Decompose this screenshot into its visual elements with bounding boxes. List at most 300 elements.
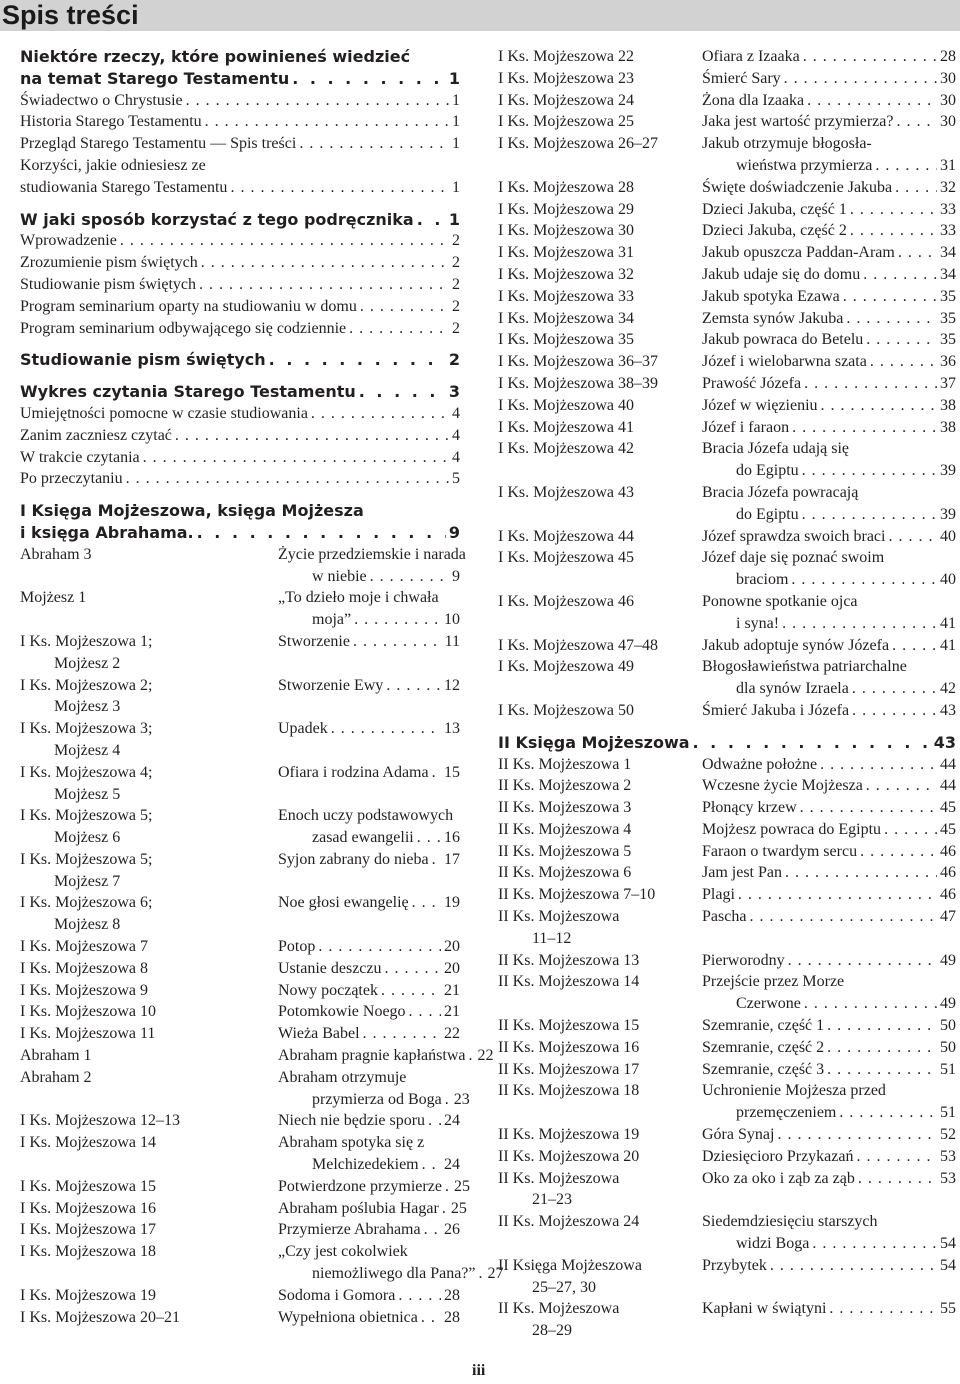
entry-line-last [20, 522, 460, 544]
toc-book-ref [20, 1219, 156, 1241]
title-line-last [702, 613, 956, 635]
toc-entry [498, 884, 956, 906]
toc-entry [20, 1132, 460, 1176]
toc-title [702, 199, 956, 221]
toc-entry [20, 318, 460, 340]
toc-entry [498, 264, 956, 286]
title-text: Góra Synaj [702, 1126, 775, 1144]
title-text: przemęczeniem [736, 1104, 837, 1122]
page-ref: 23 [453, 1090, 470, 1108]
toc-entry [20, 230, 460, 252]
book-ref-line: I Ks. Mojżeszowa 17 [20, 1221, 156, 1239]
leader-dots [417, 827, 441, 849]
title-text: Potomkowie Noego [278, 1003, 406, 1021]
toc-entry [498, 1124, 956, 1146]
page-ref: 38 [940, 418, 956, 436]
toc-heading [20, 46, 460, 90]
page-ref: 28 [444, 1286, 460, 1304]
page-ref: 3 [448, 382, 460, 402]
toc-entry [498, 841, 956, 863]
entry-text: Przegląd Starego Testamentu — Spis treści [20, 135, 297, 153]
title-text: Śmierć Jakuba i Józefa [702, 701, 850, 719]
book-ref-line: I Ks. Mojżeszowa 14 [20, 1134, 156, 1152]
toc-book-ref [498, 308, 634, 330]
book-ref-line: II Ks. Mojżeszowa 3 [498, 799, 632, 817]
title-line: Życie przedziemskie i narada [278, 545, 466, 563]
title-text: wieństwa przymierza [736, 156, 873, 174]
title-line-last [702, 177, 956, 199]
title-text: Ustanie deszczu [278, 959, 382, 977]
book-ref-line: I Ks. Mojżeszowa 40 [498, 396, 634, 414]
toc-book-ref [20, 587, 86, 609]
entry-text: Świadectwo o Chrystusie [20, 91, 183, 109]
toc-book-ref [20, 805, 152, 849]
toc-entry [498, 351, 956, 373]
title-line-last [278, 1176, 470, 1198]
toc-title [278, 631, 460, 653]
toc-entry [20, 1067, 470, 1111]
leader-dots [360, 296, 449, 318]
title-line-last [702, 993, 956, 1015]
page-ref: 41 [940, 636, 956, 654]
toc-title [278, 958, 460, 980]
page-ref: 5 [452, 470, 460, 488]
leader-dots [888, 526, 937, 548]
toc-book-ref [20, 762, 152, 806]
book-ref-line: I Ks. Mojżeszowa 8 [20, 959, 148, 977]
entry-line-last [20, 111, 460, 133]
toc-title [278, 1023, 460, 1045]
title-line-last [278, 1110, 460, 1132]
book-ref-line: II Ks. Mojżeszowa 5 [498, 842, 632, 860]
title-line-last [702, 111, 956, 133]
toc-title [702, 971, 956, 1015]
toc-title [278, 1198, 467, 1220]
toc-title [702, 133, 956, 177]
title-text: przymierza od Boga [312, 1090, 442, 1108]
leader-dots [820, 754, 937, 776]
leader-dots [860, 841, 937, 863]
toc-title [702, 68, 956, 90]
leader-dots [829, 1298, 937, 1320]
title-line-last [702, 884, 956, 906]
title-line-last [278, 1023, 460, 1045]
title-line: „To dzieło moje i chwała [278, 589, 439, 607]
toc-book-ref [20, 675, 152, 719]
leader-dots [788, 950, 937, 972]
toc-title [702, 1080, 956, 1124]
title-text: do Egiptu [736, 505, 799, 523]
title-line-last [702, 199, 956, 221]
leader-dots [318, 936, 441, 958]
toc-book-ref [498, 841, 631, 863]
toc-book-ref [20, 1045, 92, 1067]
page-ref: 50 [940, 1038, 956, 1056]
page-ref: 28 [940, 48, 956, 65]
toc-entry [498, 46, 956, 68]
toc-book-ref [498, 775, 631, 797]
toc-book-ref [498, 438, 634, 460]
title-text: i syna! [736, 614, 780, 632]
book-ref-line: I Ks. Mojżeszowa 50 [498, 701, 634, 719]
toc-title [702, 1146, 956, 1168]
toc-book-ref [498, 68, 634, 90]
title-text: Jam jest Pan [702, 864, 782, 882]
page-ref: 30 [940, 113, 956, 131]
title-line: Uchronienie Mojżesza przed [702, 1082, 886, 1100]
leader-dots [749, 906, 937, 928]
title-line-last [278, 936, 460, 958]
title-line-last [278, 631, 460, 653]
toc-entry [498, 482, 956, 526]
toc-entry [498, 1211, 956, 1255]
title-text: Potop [278, 938, 316, 956]
book-ref-line: I Ks. Mojżeszowa 4; [20, 763, 153, 781]
toc-title [278, 1045, 494, 1067]
page-ref: 44 [940, 777, 956, 795]
page-ref: 53 [940, 1169, 956, 1187]
page-ref: 53 [940, 1147, 956, 1165]
toc-book-ref [498, 526, 634, 548]
entry-line-last [20, 177, 460, 199]
toc-book-ref [498, 656, 634, 678]
toc-title [278, 1219, 460, 1241]
page-ref: 40 [940, 527, 956, 545]
entry-text: Studiowanie pism świętych [20, 350, 266, 370]
toc-title [702, 950, 956, 972]
leader-dots [299, 133, 449, 155]
title-line-last [702, 220, 956, 242]
toc-entry [498, 395, 956, 417]
page-ref: 54 [940, 1235, 956, 1253]
entry-text: Po przeczytaniu [20, 470, 123, 488]
title-text: Józef sprawdza swoich braci [702, 527, 886, 545]
leader-dots [331, 718, 441, 740]
book-ref-line: Abraham 1 [20, 1047, 92, 1065]
toc-entry [20, 1176, 470, 1198]
leader-dots [363, 1023, 441, 1045]
page-ref: 4 [452, 426, 460, 444]
book-ref-line: I Ks. Mojżeszowa 38–39 [498, 374, 658, 392]
toc-title [702, 417, 956, 439]
book-ref-line: II Ks. Mojżeszowa 24 [498, 1213, 640, 1231]
toc-entry [498, 438, 956, 482]
leader-dots [784, 68, 937, 90]
toc-title [702, 395, 956, 417]
toc-book-ref [498, 1059, 639, 1081]
toc-book-ref [498, 351, 658, 373]
title-line-last [702, 46, 956, 68]
toc-title [702, 656, 956, 700]
toc-title [702, 90, 956, 112]
book-ref-line: I Ks. Mojżeszowa 47–48 [498, 636, 658, 654]
page-ref: 22 [444, 1025, 460, 1043]
title-line-last [702, 1037, 956, 1059]
title-line-last [702, 1015, 956, 1037]
title-line-last [702, 1298, 956, 1320]
leader-dots [354, 609, 441, 631]
page-ref: 45 [940, 820, 956, 838]
book-ref-line: I Ks. Mojżeszowa 11 [20, 1025, 156, 1043]
toc-title [702, 1124, 956, 1146]
entry-text: Wykres czytania Starego Testamentu [20, 382, 356, 402]
leader-dots [800, 797, 937, 819]
book-ref-line: 25–27, 30 [532, 1278, 596, 1296]
leader-dots [381, 980, 441, 1002]
toc-book-ref [498, 547, 634, 569]
toc-book-ref [498, 635, 658, 657]
title-line-last [702, 862, 956, 884]
leader-dots [802, 460, 937, 482]
page-ref: 1 [452, 135, 460, 153]
entry-line-last [20, 447, 460, 469]
book-ref-line: II Ks. Mojżeszowa 6 [498, 864, 632, 882]
title-text: Jakub powraca do Betelu [702, 331, 864, 349]
entry-line-last [20, 296, 460, 318]
page-ref: 41 [940, 614, 956, 632]
toc-title [702, 1015, 956, 1037]
toc-book-ref [20, 1285, 156, 1307]
page-ref: 25 [450, 1199, 467, 1217]
toc-book-ref [498, 950, 639, 972]
toc-entry [20, 155, 460, 199]
leader-dots [269, 349, 446, 371]
toc-book-ref [20, 1241, 156, 1263]
entry-line-last [20, 403, 460, 425]
title-line: Bracia Józefa udają się [702, 440, 850, 458]
title-line-last [278, 1089, 470, 1111]
book-ref-line: Mojżesz 8 [54, 916, 121, 934]
book-ref-line: Mojżesz 7 [54, 872, 121, 890]
book-ref-line: Mojżesz 1 [20, 589, 87, 607]
title-line-last [278, 1001, 460, 1023]
leader-dots [782, 613, 937, 635]
title-line-last [278, 1307, 460, 1329]
toc-title [702, 700, 956, 722]
leader-dots [349, 318, 449, 340]
page-ref: 43 [940, 701, 956, 719]
toc-title [702, 308, 956, 330]
title-text: Pierworodny [702, 951, 785, 969]
toc-book-ref [498, 1168, 619, 1212]
page-ref: 11 [444, 632, 460, 650]
toc-book-ref [20, 1176, 156, 1198]
toc-heading [20, 381, 460, 403]
leader-dots [432, 849, 441, 871]
title-text: Ofiara i rodzina Adama [278, 763, 429, 781]
leader-dots [839, 1102, 937, 1124]
page-ref: 34 [940, 244, 956, 262]
book-ref-line: I Ks. Mojżeszowa 49 [498, 658, 634, 676]
toc-title [702, 46, 956, 68]
toc-book-ref [498, 1080, 639, 1102]
title-text: Melchizedekiem [312, 1156, 419, 1174]
title-text: Jaka jest wartość przymierza? [702, 113, 894, 131]
book-ref-line: I Ks. Mojżeszowa 9 [20, 981, 148, 999]
page-ref: 27 [487, 1265, 504, 1283]
leader-dots [895, 177, 937, 199]
leader-dots [479, 1263, 485, 1285]
book-ref-line: II Ks. Mojżeszowa 15 [498, 1017, 640, 1035]
toc-title [702, 1298, 956, 1320]
toc-book-ref [498, 1255, 642, 1299]
title-text: Zemsta synów Jakuba [702, 309, 844, 327]
page-ref: 2 [452, 254, 460, 272]
title-line: Józef daje się poznać swoim [702, 549, 885, 567]
book-ref-line: I Ks. Mojżeszowa 28 [498, 178, 634, 196]
toc-title [702, 177, 956, 199]
toc-title [702, 526, 956, 548]
toc-title [702, 351, 956, 373]
title-text: Śmierć Sary [702, 69, 781, 87]
toc-book-ref [20, 1001, 156, 1023]
title-text: Józef i wielobarwna szata [702, 353, 867, 371]
title-line-last [278, 1263, 504, 1285]
page-ref: 36 [940, 353, 956, 371]
title-text: Jakub opuszcza Paddan-Aram [702, 244, 895, 262]
toc-entry [498, 797, 956, 819]
title-text: w niebie [312, 567, 367, 585]
toc-book-ref [498, 329, 634, 351]
title-line-last [702, 906, 956, 928]
title-line-last [702, 90, 956, 112]
toc-entry [498, 754, 956, 776]
leader-dots [870, 351, 937, 373]
toc-book-ref [20, 1067, 92, 1089]
book-ref-line: I Ks. Mojżeszowa 42 [498, 440, 634, 458]
page-ref: 21 [444, 1003, 460, 1021]
book-ref-line: I Ks. Mojżeszowa 24 [498, 91, 634, 109]
leader-dots [850, 220, 937, 242]
title-line-last [278, 762, 460, 784]
toc-entry [20, 90, 460, 112]
book-ref-line: Abraham 2 [20, 1068, 92, 1086]
toc-entry [20, 1001, 460, 1023]
toc-book-ref [20, 958, 148, 980]
page-ref: 28 [444, 1308, 460, 1326]
title-text: Dzieci Jakuba, część 1 [702, 200, 847, 218]
book-ref-line: II Ks. Mojżeszowa 7–10 [498, 886, 656, 904]
page-ref: 47 [940, 908, 956, 926]
entry-line-last [20, 381, 460, 403]
toc-entry [498, 68, 956, 90]
toc-entry [20, 1023, 460, 1045]
toc-entry [498, 1298, 956, 1342]
toc-entry [498, 111, 956, 133]
book-ref-line: 11–12 [532, 929, 572, 947]
toc-entry [498, 971, 956, 1015]
toc-title [278, 1110, 460, 1132]
toc-title [278, 762, 460, 784]
title-text: dla synów Izraela [736, 680, 849, 698]
title-text: zasad ewangelii [312, 829, 414, 847]
entry-line-last [20, 468, 460, 490]
toc-entry [20, 849, 460, 893]
toc-book-ref [498, 373, 658, 395]
title-line-last [702, 635, 956, 657]
toc-entry [498, 775, 956, 797]
toc-title [278, 892, 460, 914]
toc-title [278, 1285, 460, 1307]
title-line-last [702, 460, 956, 482]
book-ref-line: II Ks. Mojżeszowa [498, 1300, 620, 1318]
toc-entry [20, 958, 460, 980]
leader-dots [850, 199, 937, 221]
toc-entry [20, 1241, 504, 1285]
book-ref-line: I Ks. Mojżeszowa 23 [498, 69, 634, 87]
toc-right-column [498, 46, 956, 1342]
title-line-last [702, 155, 956, 177]
title-text: Józef i faraon [702, 418, 790, 436]
entry-line-last [20, 209, 460, 231]
book-ref-line: I Ks. Mojżeszowa 15 [20, 1177, 156, 1195]
page-number: iii [472, 1362, 486, 1379]
title-text: Pascha [702, 908, 747, 926]
title-text: Wczesne życie Mojżesza [702, 777, 863, 795]
leader-dots [785, 862, 937, 884]
entry-text: W trakcie czytania [20, 448, 140, 466]
toc-title [278, 1241, 504, 1285]
toc-title [278, 1067, 470, 1111]
toc-book-ref [498, 1211, 639, 1233]
title-line-last [278, 1285, 460, 1307]
toc-entry [498, 329, 956, 351]
page-ref: 50 [940, 1017, 956, 1035]
leader-dots [827, 1015, 937, 1037]
title-line-last [702, 678, 956, 700]
toc-entry [498, 373, 956, 395]
leader-dots [898, 242, 937, 264]
title-text: Dziesięcioro Przykazań [702, 1147, 854, 1165]
page-ref: 12 [444, 676, 460, 694]
title-text: Czerwone [736, 995, 801, 1013]
toc-book-ref [498, 884, 655, 906]
book-ref-line: 21–23 [532, 1191, 572, 1209]
book-ref-line: II Ks. Mojżeszowa 20 [498, 1147, 640, 1165]
entry-line: I Księga Mojżeszowa, księga Mojżesza [20, 501, 364, 521]
page-ref: 40 [940, 571, 956, 589]
toc-entry [498, 547, 956, 591]
toc-title [702, 884, 956, 906]
toc-entry [20, 936, 460, 958]
book-ref-line: II Ks. Mojżeszowa 18 [498, 1082, 640, 1100]
leader-dots [398, 1285, 441, 1307]
toc-entry [20, 1045, 494, 1067]
leader-dots [199, 274, 449, 296]
toc-book-ref [498, 754, 631, 776]
page-ref: 15 [444, 763, 460, 781]
toc-entry [498, 1037, 956, 1059]
title-line: Jakub otrzymuje błogosła- [702, 135, 872, 153]
toc-book-ref [20, 1307, 180, 1329]
page-ref: 2 [448, 350, 460, 370]
toc-title [702, 264, 956, 286]
toc-entry [498, 286, 956, 308]
book-ref-line: I Ks. Mojżeszowa 6; [20, 894, 153, 912]
book-ref-line: I Ks. Mojżeszowa 29 [498, 200, 634, 218]
toc-entry [20, 980, 460, 1002]
entry-line-last [20, 133, 460, 155]
title-line-last [702, 1102, 956, 1124]
toc-book-ref [498, 862, 631, 884]
leader-dots [812, 1233, 937, 1255]
toc-entry [20, 274, 460, 296]
toc-title [278, 587, 460, 631]
page-ref: 46 [940, 842, 956, 860]
toc-title [702, 1211, 956, 1255]
toc-entry [498, 220, 956, 242]
title-bar [0, 0, 960, 31]
